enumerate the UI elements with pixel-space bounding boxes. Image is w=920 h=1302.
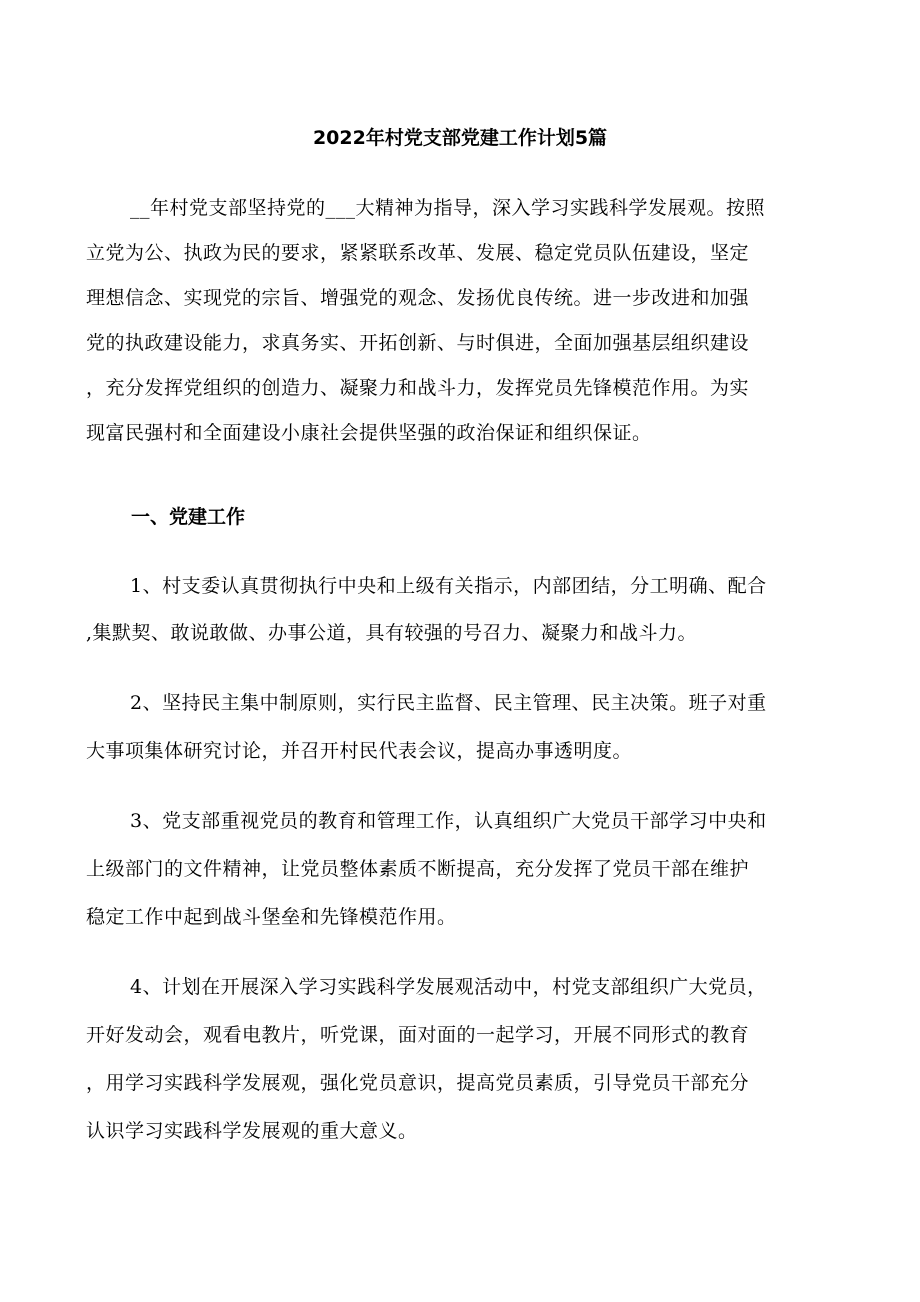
item-line: 1、村支委认真贯彻执行中央和上级有关指示，内部团结，分工明确、配合 xyxy=(130,575,767,597)
item-line: ,集默契、敢说敢做、办事公道，具有较强的号召力、凝聚力和战斗力。 xyxy=(86,622,698,644)
intro-line: ，充分发挥党组织的创造力、凝聚力和战斗力，发挥党员先锋模范作用。为实 xyxy=(86,377,750,399)
item-line: 上级部门的文件精神，让党员整体素质不断提高，充分发挥了党员干部在维护 xyxy=(86,858,750,880)
intro-line: 立党为公、执政为民的要求，紧紧联系改革、发展、稳定党员队伍建设，坚定 xyxy=(86,242,750,264)
item-line: 大事项集体研究讨论，并召开村民代表会议，提高办事透明度。 xyxy=(86,740,633,762)
item-line: 4、计划在开展深入学习实践科学发展观活动中，村党支部组织广大党员， xyxy=(130,976,767,998)
intro-line: 党的执政建设能力，求真务实、开拓创新、与时俱进，全面加强基层组织建设 xyxy=(86,332,750,354)
item-line: 开好发动会，观看电教片，听党课，面对面的一起学习，开展不同形式的教育 xyxy=(86,1024,750,1046)
item-line: ，用学习实践科学发展观，强化党员意识，提高党员素质，引导党员干部充分 xyxy=(86,1072,750,1094)
item-line: 2、坚持民主集中制原则，实行民主监督、民主管理、民主决策。班子对重 xyxy=(130,692,767,714)
intro-line: 现富民强村和全面建设小康社会提供坚强的政治保证和组织保证。 xyxy=(86,422,652,444)
document-title: 2022年村党支部党建工作计划5篇 xyxy=(312,127,608,149)
item-line: 认识学习实践科学发展观的重大意义。 xyxy=(86,1120,418,1142)
section-heading: 一、党建工作 xyxy=(131,506,246,528)
item-line: 稳定工作中起到战斗堡垒和先锋模范作用。 xyxy=(86,906,457,928)
intro-line: __年村党支部坚持党的___大精神为指导，深入学习实践科学发展观。按照 xyxy=(130,197,766,219)
item-line: 3、党支部重视党员的教育和管理工作，认真组织广大党员干部学习中央和 xyxy=(130,810,767,832)
intro-line: 理想信念、实现党的宗旨、增强党的观念、发扬优良传统。进一步改进和加强 xyxy=(86,287,750,309)
